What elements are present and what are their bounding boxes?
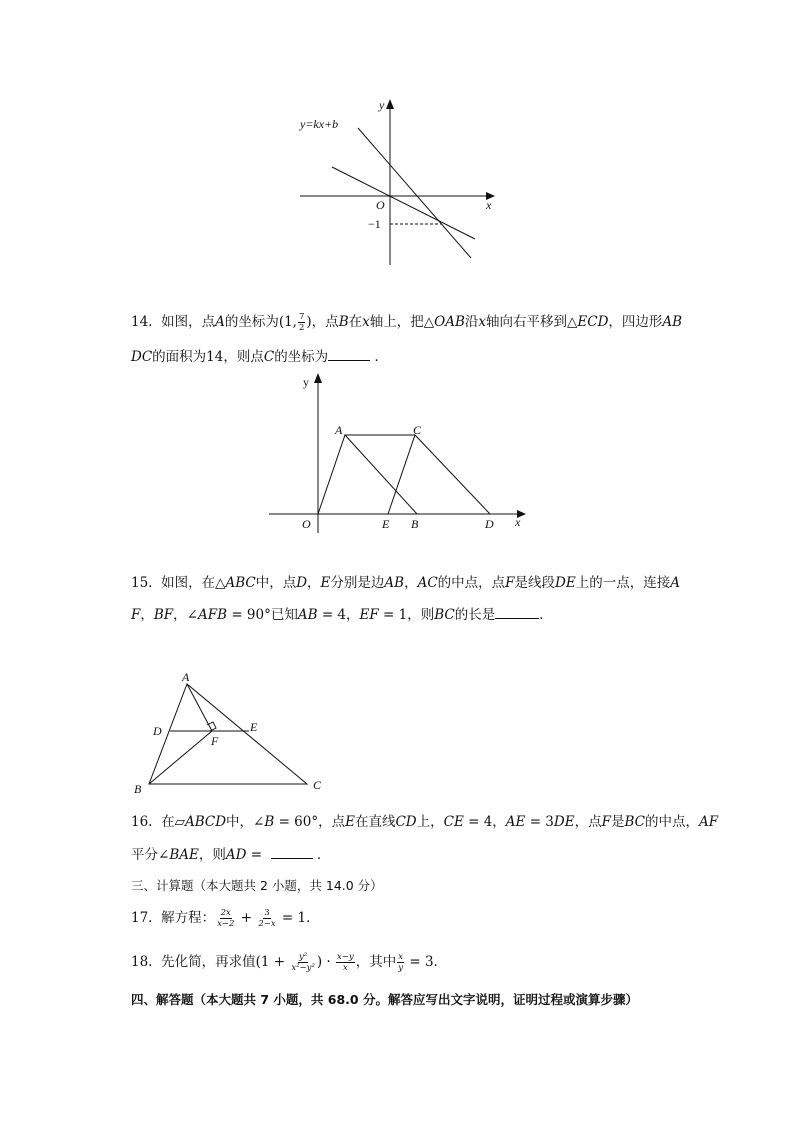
y-axis-arrow-icon (386, 99, 394, 109)
y-tick-label: −1 (368, 217, 381, 231)
q16-number: 16. (131, 814, 153, 830)
q16-line-2: 平分∠BAE，则AD = ． (131, 844, 330, 865)
label-x: x (515, 515, 521, 529)
answer-blank[interactable] (495, 604, 539, 619)
fraction-7-2: $\frac{7}{2}$ (298, 312, 305, 333)
line-through-origin (332, 167, 475, 239)
section-4-heading: 四、解答题（本大题共 7 小题，共 68.0 分。解答应写出文字说明，证明过程或演算步骤） (131, 992, 638, 1007)
y-axis-arrow-icon (314, 373, 322, 383)
label-b: B (411, 517, 419, 531)
answer-blank[interactable] (271, 844, 313, 859)
q13-figure (290, 95, 505, 270)
label-f: F (211, 734, 219, 748)
fraction-2x-over-x-minus-2: $\frac{2x}{x-2}$ (217, 908, 235, 929)
fraction-3-over-2-minus-x: $\frac{3}{2-x}$ (258, 908, 276, 929)
q15-line-1: 15. 如图，在△ABC中，点D，E分别是边AB，AC的中点，点F是线段DE上的一点，连接A (131, 575, 680, 591)
origin-label: O (376, 198, 385, 212)
q15-figure (130, 665, 330, 800)
fraction-x-over-y: $\frac{x}{y}$ (398, 952, 404, 973)
q17-line: 17. 解方程： $\frac{2x}{x-2}$ + $\frac{3}{2-x}$ = 1． (131, 908, 320, 929)
label-a: A (182, 670, 190, 684)
q15-line-2: F，BF，∠AFB = 90°已知AB = 4，EF = 1，则BC的长是 ． (131, 604, 553, 625)
label-e: E (382, 517, 390, 531)
label-b: B (134, 782, 142, 796)
label-a: A (335, 423, 343, 437)
label-c: C (313, 778, 322, 792)
q15-number: 15. (131, 575, 153, 591)
x-axis-label: x (486, 198, 492, 212)
segment-bf (149, 731, 212, 784)
q18-number: 18. (131, 954, 153, 970)
y-axis-label: y (379, 98, 385, 112)
q14-line-1: 14. 如图，点A的坐标为(1, $\frac{7}{2}$ )，点B在x轴上，把△OAB沿x轴向右平移到△ECD，四边形AB (131, 312, 683, 333)
triangle-ecd (388, 435, 490, 514)
label-d: D (485, 517, 494, 531)
fraction-y2-over-x2-minus-y2: $\frac{\text{y²}}{\text{x²−y²}}$ (291, 952, 315, 973)
q16-line-1: 16. 在▱ABCD中，∠B = 60°，点E在直线CD上，CE = 4，AE = 3DE，点F是BC的中点，AF (131, 814, 719, 830)
label-y: y (303, 375, 309, 389)
q17-number: 17. (131, 910, 153, 926)
label-e: E (250, 720, 258, 734)
section-3-heading: 三、计算题（本大题共 2 小题，共 14.0 分） (131, 878, 383, 893)
line-equation-label: y=kx+b (300, 117, 339, 131)
line-kx-plus-b (358, 128, 471, 258)
fraction-x-minus-y-over-x: $\frac{x-y}{x}$ (337, 952, 354, 973)
triangle-oab (318, 435, 417, 514)
q14-number: 14. (131, 314, 153, 330)
answer-blank[interactable] (328, 346, 370, 361)
q18-line: 18. 先化简，再求值(1 + $\frac{\text{y²}}{\text{x²−y²}}$ ) · $\frac{x-y}{x}$ ，其中 $\frac{x}{y}$ = 3． (131, 952, 448, 973)
label-c: C (413, 423, 422, 437)
triangle-abc (149, 684, 307, 784)
label-o: O (302, 517, 311, 531)
q14-figure (265, 368, 535, 538)
label-d: D (153, 724, 162, 738)
q14-line-2: DC的面积为14，则点C的坐标为 ． (131, 346, 388, 367)
